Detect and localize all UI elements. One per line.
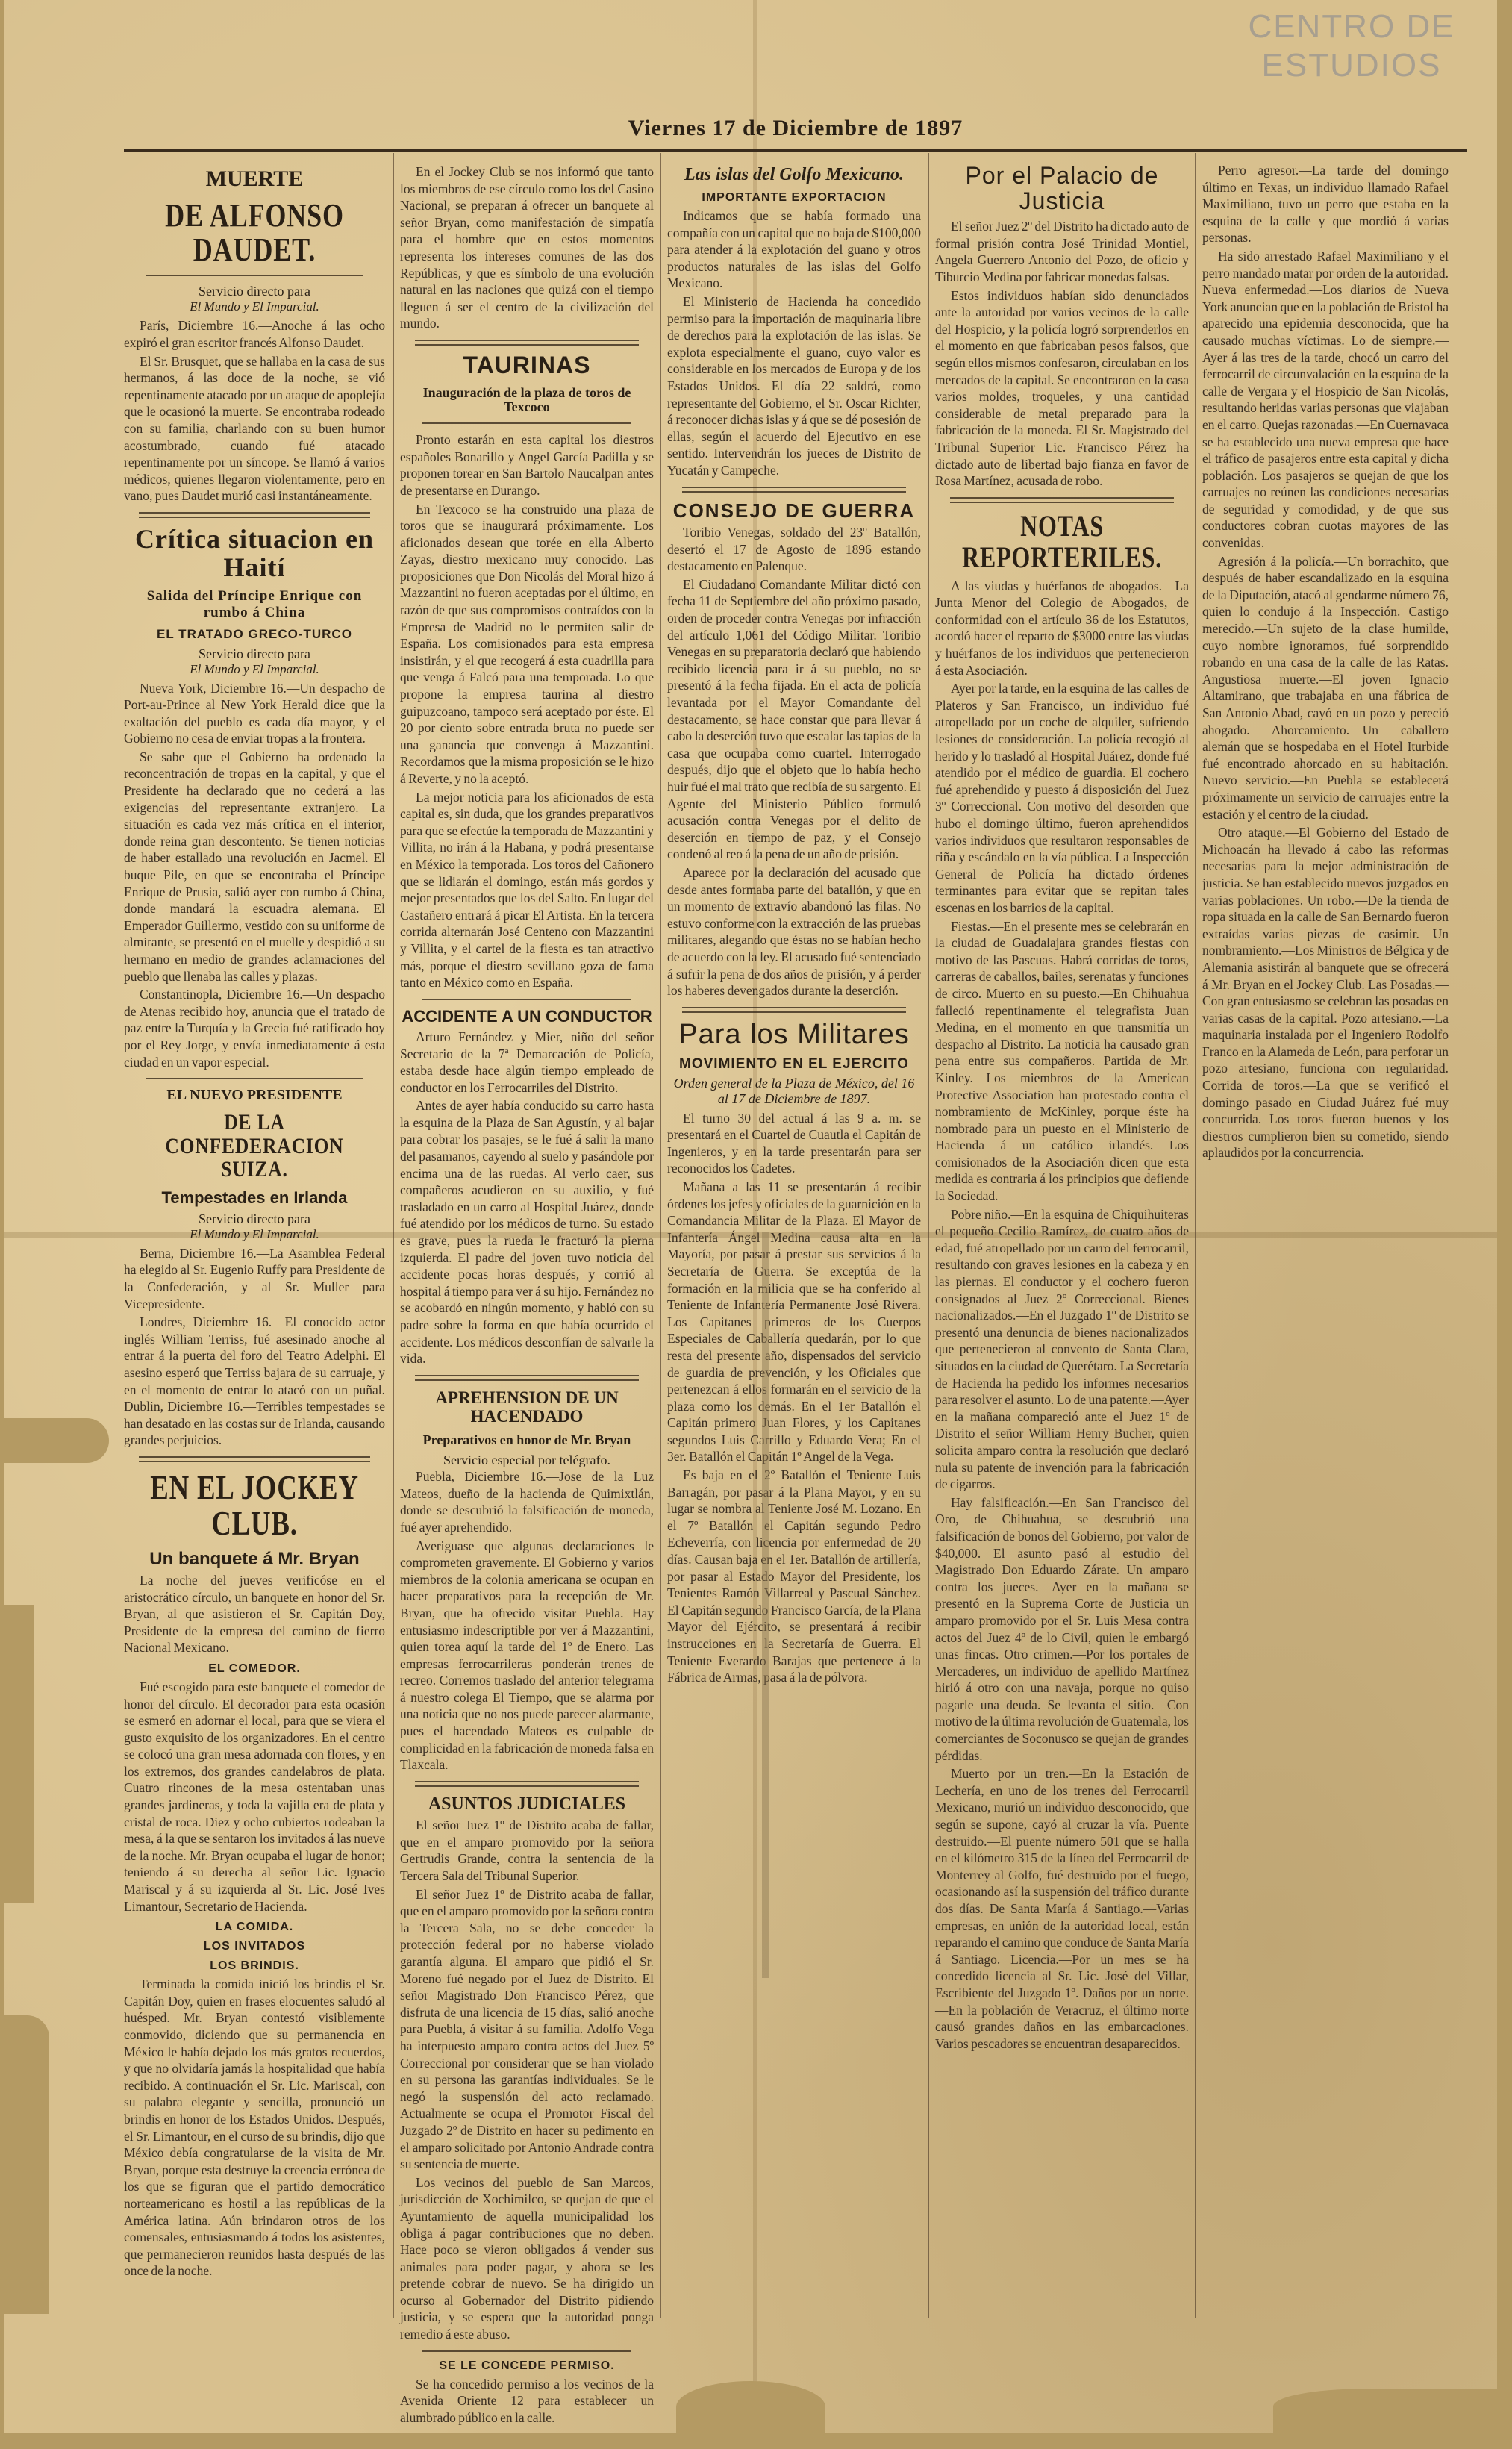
column-4 <box>935 153 1189 2355</box>
section-label: EL COMEDOR. <box>208 1662 301 1675</box>
divider <box>146 1078 363 1079</box>
subheadline: Tempestades en Irlanda <box>161 1188 348 1207</box>
divider <box>146 275 363 276</box>
divider <box>422 2350 631 2352</box>
divider <box>422 422 631 424</box>
subheadline: MOVIMIENTO EN EL EJERCITO <box>679 1055 909 1072</box>
article-body: Nueva York, Diciembre 16.—Un despacho de Port-au-Prince al New York Herald dice que la exaltación del pueblo es cada día mayor, y el Gobierno no cesa de enviar tropas a la frontera. Se sabe que el Gobierno ha ordenado la reconcentración de tropas en la capital, y que el Presidente ha declarado que no cederá a las exigencias del representante extranjero. La situación es cada vez más crítica en el interior, donde reina gran descontento. Se tienen noticias de haber estallado una revolución en Jacmel. El buque Pile, en que se encontraba el Príncipe Enrique de Prusia, salió ayer con rumbo á China, donde mandará la escuadra alemana. El Emperador Guillermo, vestido con su uniforme de almirante, se presentó en el muelle y despidió a su hermano en medio de grandes aclamaciones del pueblo que llenaba las calles y plazas. Constantinopla, Diciembre 16.—Un despacho de Atenas recibido hoy, anuncia que el tratado de paz entre la Turquía y la Grecia fué ratificado hoy por el Rey Jorge, y envía inmediatamente á esta ciudad en un vapor especial. <box>124 680 385 1070</box>
article-body: El señor Juez 1º de Distrito acaba de fallar, que en el amparo promovido por la señora Gertrudis Grande, contra la sentencia de la Tercera Sala del Tribunal Superior. El señor Juez 1º de Distrito acaba de fallar, que en el amparo promovido por la señora contra la Tercera Sala, no se debe conceder la protección federal por no haberse violado garantía alguna. El amparo que pidió el Sr. Moreno fué negado por el Juez de Distrito. El señor Magistrado Don Francisco Pérez, que disfruta de una licencia de 15 días, salió anoche para Puebla, á visitar á su familia. Adolfo Vega ha interpuesto amparo contra actos del Juez 5º Correccional por considerar que se han violado en su persona las garantías individuales. Se le negó la suspensión del acto reclamado. Actualmente se ocupa el Promotor Fiscal del Juzgado 2º de Distrito en hacer su pedimento en el amparo solicitado por Antonio Andrade contra su sentencia de muerte. Los vecinos del pueblo de San Marcos, jurisdicción de Xochimilco, se quejan de que el Ayuntamiento de aquella municipalidad los obliga á pagar contribuciones que no deben. Hace poco se vieron obligados á vender sus animales para poder pagar, y ahora se les pretende cobrar de nuevo. Se ha dirigido un ocurso al Gobernador del Distrito pidiendo justicia, y se espera que la autoridad ponga remedio á este abuso. <box>400 1818 654 2342</box>
source-line: El Mundo y El Imparcial. <box>190 661 319 676</box>
column-3 <box>667 153 921 2355</box>
article-body: Toribio Venegas, soldado del 23º Batallón, desertó el 17 de Agosto de 1896 estando destacamento en Palenque. El Ciudadano Comandante Militar dictó con fecha 11 de Septiembre del año próximo pasado, orden de proceder contra Venegas por infracción del artículo 1,061 del Código Militar. Toribio Venegas en su preparatoria declaró que habiendo recibido licencia para ir á su pueblo, no se presentó á la fecha fijada. En el acta de policía levantada por el Mayor Comandante del destacamento, se hace constar que para llevar á cabo la deserción tuvo que escalar las tapias de la casa que ocupaba como cuartel. Interrogado después, dijo que el objeto que lo había hecho huir fué el mal trato que recibía de su sargento. El Agente del Ministerio Público formuló acusación contra Venegas por el delito de deserción en tiempo de paz, y el Consejo condenó al reo á la pena de un año de prisión. Aparece por la declaración del acusado que desde antes formaba parte del batallón, y que en un momento de extravío abandonó las filas. No estuvo conforme con la extracción de las pruebas militares, alegando que éstas no se habían hecho de acuerdo con la ley. El acusado fué sentenciado á sufrir la pena de dos años de prisión, y á perder los haberes devengados durante la deserción. <box>667 525 921 999</box>
archive-watermark-stamp: CENTRO DE ESTUDIOS <box>1248 8 1455 84</box>
divider <box>139 512 370 518</box>
section-label: LA COMIDA. <box>215 1921 294 1934</box>
service-line: Servicio especial por telégrafo. <box>443 1453 610 1468</box>
article-body: En el Jockey Club se nos informó que tanto los miembros de ese círculo como los del Casino Nacional, se preparan á ofrecer un banquete al señor Bryan, como manifestación de simpatía para el hombre que en estos momentos representa los intereses comunes de las dos Repúblicas, y que es símbolo de una evolución natural en las naciones que quizá con el tiempo lleguen á ser el centro de la civilización del mundo. <box>400 164 654 331</box>
service-line: Servicio directo para <box>199 1211 310 1226</box>
order-line: Orden general de la Plaza de México, del 16 al 17 de Diciembre de 1897. <box>673 1075 915 1106</box>
service-line: Servicio directo para <box>199 284 310 299</box>
headline-notas: NOTAS REPORTERILES. <box>961 508 1162 574</box>
subheadline: Inauguración de la plaza de toros de Texcoco <box>422 384 631 415</box>
dateline: Viernes 17 de Diciembre de 1897 <box>628 116 963 140</box>
divider <box>139 1456 370 1462</box>
divider <box>415 1375 639 1381</box>
article-body: El señor Juez 2º del Distrito ha dictado auto de formal prisión contra José Trinidad Montiel, Angela Guerrero Antonio del Pozo, de oficio y Tiburcio Medina por fabricar monedas falsas. Estos individuos habían sido denunciados ante la autoridad por varios vecinos de la calle del Hospicio, y la policía logró sorprenderlos en el momento en que fabricaban pesos falsos, que según ellos mismos confesaron, circulaban en los mercados de la capital. Se encontraron en la casa varios moldes, troqueles, y una cantidad considerable de metal preparado para la fabricación de la moneda. El Sr. Magistrado del Tribunal Superior Lic. Francisco Pérez ha dictado auto de libertad bajo fianza en favor de Rosa Martínez, acusada de robo. <box>935 219 1189 489</box>
article-body: Perro agresor.—La tarde del domingo último en Texas, un individuo llamado Rafael Maximiliano, tuvo un perro que estaba en la esquina de la calle y que mordió á varias personas. Ha sido arrestado Rafael Maximiliano y el perro mandado matar por orden de la autoridad. Nueva enfermedad.—Los diarios de Nueva York anuncian que en la población de Bristol ha aparecido una epidemia desconocida, que ha causado muchas víctimas. Lo de siempre.—Ayer á las tres de la tarde, chocó un carro del ferrocarril de circunvalación en la esquina de la calle de Vergara y el Hospicio de San Nicolás, resultando heridas varias personas que viajaban en el carro. Quejas razonadas.—En Cuernavaca se ha establecido una nueva empresa que hace el tráfico de pasajeros entre esta capital y dicha población. Los pasajeros se quejan de que los carruajes no reúnen las condiciones necesarias de seguridad y comodidad, y de que sus conductores cobran cuotas mayores de las convenidas. Agresión á la policía.—Un borrachito, que después de haber escandalizado en la esquina de la Diputación, atacó al gendarme número 76, quien lo condujo á la Inspección. Castigo merecido.—Un sujeto de la clase humilde, cuyo nombre ignoramos, fué sorprendido robando en una casa de la calle de las Ratas. Angustiosa muerte.—El joven Ignacio Altamirano, que trabajaba en una fábrica de San Antonio Abad, cayó en un pozo y pereció ahogado. Ahorcamiento.—Un caballero alemán que se hospedaba en el Hotel Iturbide fué encontrado ahorcado en su habitación. Nuevo servicio.—En Puebla se establecerá próximamente un servicio de carruajes entre la estación y el centro de la ciudad. Otro ataque.—El Gobierno del Estado de Michoacán ha llevado á cabo las reformas necesarias para la mejor administración de justicia. Se han establecido nuevos juzgados en varias poblaciones. Un robo.—De la tienda de ropa situada en la calle de San Bernardo fueron extraídas varias piezas de casimir. Un nombramiento.—Los Ministros de Bélgica y de Alemania asistirán al banquete que se ofrecerá á Mr. Bryan en el Jockey Club. Las Posadas.—Con gran entusiasmo se celebran las posadas en varias casas de la capital. Pozo artesiano.—La maquinaria instalada por el Ingeniero Rodolfo Franco en la Alameda de León, para perforar un pozo artesiano, funciona con regularidad. Corrida de toros.—La que se verificó el domingo pasado en Ciudad Juárez fué muy concurrida. Los toros fueron buenos y los diestros cumplieron bien su cometido, siendo aplaudidos por la concurrencia. <box>1202 163 1449 1161</box>
column-1 <box>124 153 385 2355</box>
headline-islas: Las islas del Golfo Mexicano. <box>684 165 904 184</box>
article-body: A las viudas y huérfanos de abogados.—La Junta Menor del Colegio de Abogados, de conformidad con el artículo 36 de los Estatutos, acordó hacer el reparto de $3000 entre las viudas y huérfanos de los individuos que pertenecieron á esta Asociación. Ayer por la tarde, en la esquina de las calles de Plateros y San Francisco, un individuo fué atropellado por un coche de alquiler, sufriendo lesiones de consideración. La policía recogió al herido y lo trasladó al Hospital Juárez, donde fué atendido por el médico de guardia. El cochero fué aprehendido y puesto á disposición del Juez 3º Correccional. Con motivo del desorden que hubo el domingo último, fueron aprehendidos varios individuos que resultaron responsables de riña y escándalo en la vía pública. La Inspección General de Policía ha dictado órdenes terminantes para evitar que se repitan tales escenas en los barrios de la capital. Fiestas.—En el presente mes se celebrarán en la ciudad de Guadalajara grandes fiestas con motivo de las Pascuas. Habrá corridas de toros, carreras de caballos, bailes, serenatas y funciones de circo. Muerto en su puesto.—En Chihuahua falleció repentinamente el telegrafista Juan Medina, en el momento en que transmitía un despacho al Distrito. La noticia ha causado gran pena entre sus compañeros. Partida de Mr. Kinley.—Los miembros de la American Protective Association han protestado contra el nombramiento de McKinley, porque éste ha nombrado para un puesto en el Ministerio de Hacienda á un católico irlandés. Los comisionados de la Asociación dicen que esta medida es contraria á los principios que defiende la Sociedad. Pobre niño.—En la esquina de Chiquihuiteras el pequeño Cecilio Ramírez, de cuatro años de edad, fué atropellado por un carro del ferrocarril, resultando con graves lesiones en la cabeza y en las piernas. El conductor y el cochero fueron consignados al Juez 2º Correccional. Bienes nacionalizados.—En el Juzgado 1º de Distrito se presentó una denuncia de bienes nacionalizados que pertenecieron al convento de Santa Clara, situados en la ciudad de Querétaro. La Secretaría de Hacienda ha pedido los informes necesarios para resolver el asunto. Lo de una patente.—Ayer en la mañana compareció ante el Juez 1º de Distrito el señor William Henry Bucher, quien solicita amparo contra la resolución que declaró nula su patente de invención para la fabricación de cigarros. Hay falsificación.—En San Francisco del Oro, de Chihuahua, se descubrió una falsificación de bonos del Gobierno, por valor de $40,000. El asunto pasó al estudio del Magistrado Don Eduardo Zárate. Un amparo contra los jueces.—Ayer en la mañana se presentó en la Suprema Corte de Justicia un amparo promovido por el Sr. Luis Mesa contra actos del Juez 4º de lo Civil, quien le embargó unas fincas. Otro crimen.—Por los portales de Mercaderes, un individuo de apellido Martínez hirió á otro con una navaja, porque no quiso pagarle una deuda. Se levanta el sitio.—Con motivo de la última revolución de Guatemala, los comerciantes de Soconusco se quejan de grandes pérdidas. Muerto por un tren.—En la Estación de Lechería, en uno de los trenes del Ferrocarril Mexicano, murió un individuo desconocido, que según se supone, cayó al cruzar la vía. Puente destruido.—El puente número 501 que se halla en el kilómetro 315 de la línea del Ferrocarril de Monterrey al Golfo, fué destruido por el fuego, ocasionando así la suspensión del tráfico durante dos días. De Santa María á Santiago.—Varias empresas, en unión de la autoridad local, están reparando el camino que conduce de Santa María á Santiago. Licencia.—Por un mes se ha concedido licencia al Sr. Lic. José del Villar, Escribiente del Juzgado 1º. Daños por un norte.—En la población de Veracruz, el último norte causó grandes daños en las embarcaciones. Varios pescadores se encuentran desaparecidos. <box>935 578 1189 2051</box>
headline-suiza: DE LA CONFEDERACION SUIZA. <box>165 1110 344 1182</box>
headline-jockey: EN EL JOCKEY CLUB. <box>150 1467 359 1543</box>
headline-militares: Para los Militares <box>678 1018 910 1050</box>
divider <box>422 999 631 1000</box>
section-label: LOS INVITADOS <box>203 1940 306 1953</box>
newspaper-page <box>4 0 1497 2433</box>
divider <box>682 487 906 493</box>
paper-tear <box>4 1605 34 1903</box>
source-line: El Mundo y El Imparcial. <box>190 1226 319 1241</box>
article-body: La noche del jueves verificóse en el aristocrático círculo, un banquete en honor del Sr. Bryan, al que asistieron el Sr. Capitán Doy, Presidente de la empresa del camino de fierro Nacional Mexicano. <box>124 1572 385 1656</box>
column-rule <box>928 153 929 2318</box>
headline-accidente: ACCIDENTE A UN CONDUCTOR <box>402 1006 652 1026</box>
subheadline: EL TRATADO GRECO-TURCO <box>157 626 352 641</box>
column-rule <box>1195 153 1196 2318</box>
headline-consejo: CONSEJO DE GUERRA <box>672 499 916 522</box>
headline-permiso: SE LE CONCEDE PERMISO. <box>439 2359 615 2372</box>
divider <box>415 1781 639 1787</box>
paper-tear <box>762 1232 769 1978</box>
headline-judiciales: ASUNTOS JUDICIALES <box>428 1794 626 1814</box>
article-body: Terminada la comida inició los brindis el Sr. Capitán Doy, quien en frases elocuentes saludó al huésped. Mr. Bryan contestó visiblemente conmovido, diciendo que su permanencia en México le había dejado los más gratos recuerdos, y que no olvidaría jamás la hospitalidad que había recibido. A continuación el Sr. Lic. Mariscal, con su palabra elegante y sencilla, pronunció un brindis en honor de los Estados Unidos. Después, el Sr. Limantour, en el curso de su brindis, dijo que México debía congratularse de la visita de Mr. Bryan, porque esta destruye la creencia errónea de los que se figuran que el partido democrático norteamericano es hostil a las repúblicas de la América latina. Aún brindaron otros de los comensales, entusiasmando á todos los asistentes, que permanecieron reunidos hasta después de las once de la noche. <box>124 1977 385 2279</box>
article-body: Puebla, Diciembre 16.—Jose de la Luz Mateos, dueño de la hacienda de Quimixtlán, donde se descubrió la falsificación de moneda, fué ayer aprehendido. Averiguase que algunas declaraciones le comprometen gravemente. El Gobierno y varios miembros de la colonia americana se ocupan en hacer preparativos para la recepción de Mr. Bryan, que ha ofrecido visitar Puebla. Hay entusiasmo indescriptible por ver á Mazzantini, quien torea aquí la tarde del 1º de Enero. Las empresas ferrocarrileras ponderán trenes de recreo. Corremos traslado del anterior telegrama á nuestro colega El Tiempo, que se alarma por una noticia que no nos puede parecer alarmante, pues el hacendado Mateos es culpable de complicidad en la fabricación de moneda falsa en Tlaxcala. <box>400 1469 654 1773</box>
headline-kicker: MUERTE <box>205 166 304 191</box>
headline-palacio: Por el Palacio de Justicia <box>965 162 1159 214</box>
paper-tear <box>4 1418 109 1463</box>
source-line: El Mundo y El Imparcial. <box>190 299 319 314</box>
headline-taurinas: TAURINAS <box>463 351 591 378</box>
divider <box>415 340 639 346</box>
article-body: Berna, Diciembre 16.—La Asamblea Federal ha elegido al Sr. Eugenio Ruffy para Presidente de la Confederación, y al Sr. Muller para Vicepresidente. Londres, Diciembre 16.—El conocido actor inglés William Terriss, fué asesinado anoche al entrar á la puerta del foro del Teatro Adelphi. El asesino esperó que Terriss bajara de su carruaje, y en el momento de entrar lo atacó con un puñal. Dublin, Diciembre 16.—Terribles tempestades se han desatado en las costas sur de Irlanda, causando grandes perjuicios. <box>124 1245 385 1448</box>
paper-tear <box>676 2381 825 2433</box>
paper-tear <box>1273 2389 1512 2433</box>
divider <box>950 497 1174 503</box>
article-body: Pronto estarán en esta capital los diestros españoles Bonarillo y Angel García Padilla y se proponen torear en San Bartolo Naucalpan antes de presentarse en Durango. En Texcoco se ha construido una plaza de toros que se inaugurará próximamente. Los aficionados desean que torée en ella Alberto Zayas, diestro mexicano muy conocido. Las proposiciones que Don Nicolás del Moral hizo á Mazzantini no fueron aceptadas por el último, en razón de que sus compromisos contraídos con la Empresa de Madrid no le permiten salir de España. Los comisionados para esta empresa insistirán, y el que recogerá á esta cuadrilla para que venga á Falcó para una temporada. Lo que propone la empresa taurina al diestro guipuzcoano, tampoco será aceptado por éste. El 20 por ciento sobre entrada bruta no puede ser una ganancia que convenga á Mazzantini. Recordamos que la misma proposición se le hizo á Reverte, y no la aceptó. La mejor noticia para los aficionados de esta capital es, sin duda, que los grandes preparativos para que se efectúe la temporada de Mazzantini y Villita, no irán á la Habana, y podrá presentarse en México la temporada. Los toros del Cañonero que se lidiarán el domingo, están más gordos y mejor presentados que los del Salto. En lugar del Castañero entrará á picar El Artista. En la tercera corrida alternarán José Centeno con Mazzantini y Villita, y el cartel de la fiesta es tan atractivo más, porque el diestro sevillano goza de fama tanto en México como en España. <box>400 432 654 990</box>
divider <box>682 1007 906 1013</box>
article-body: Fué escogido para este banquete el comedor de honor del círculo. El decorador para esta ocasión se esmeró en adornar el local, para que se viera el gusto exquisito de los organizadores. En el centro se colocó una gran mesa adornada con flores, y en los extremos, dos grandes candelabros de plata. Cuatro rincones de la mesa ostentaban unas grandes jardineras, y toda la vajilla era de plata y cristal de roca. Diez y ocho cubiertos rodeaban la mesa, á la que se sentaron los invitados á las nueve de la noche. Mr. Bryan ocupaba el lugar de honor; teniendo á su derecha al señor Lic. Ignacio Mariscal y á su izquierda al Sr. Lic. José Ives Limantour, Secretario de Hacienda. <box>124 1679 385 1914</box>
article-body: Indicamos que se había formado una compañía con un capital que no baja de $100,000 para atender á la explotación del guano y otros productos naturales de las islas del Golfo Mexicano. El Ministerio de Hacienda ha concedido permiso para la importación de maquinaria libre de derechos para la explotación de las islas. Se explota especialmente el guano, cuyo valor es considerable en los mercados de Europa y de los Estados Unidos. El día 22 saldrá, como representante del Gobierno, el Sr. Oscar Richter, á reconocer dichas islas y á que se dé posesión de ellas, según el acuerdo del Ejecutivo en ese sentido. Intervendrán los jueces de Distrito de Yucatán y Campeche. <box>667 208 921 478</box>
headline-daudet: DE ALFONSO DAUDET. <box>165 197 344 269</box>
headline-kicker: EL NUEVO PRESIDENTE <box>166 1087 343 1104</box>
article-body: Arturo Fernández y Mier, niño del señor Secretario de la 7ª Demarcación de Policía, estaba desde hace algún tiempo empleado de conductor en los Ferrocarriles del Distrito. Antes de ayer había conducido su carro hasta la esquina de la Plaza de San Agustín, y al bajar para cobrar los pasajes, se le fué á salir la mano del pasamanos, cayendo al suelo y pasándole por encima una de las ruedas. Al verlo caer, sus compañeros acudieron en su auxilio, y fué trasladado en un carro al Hospital Juárez, donde fué atendido por los médicos de turno. Su estado es grave, pues la rueda le fracturó la pierna izquierda. El padre del joven tuvo noticia del accidente pocas horas después, y corrió al hospital á tiempo para ver á su hijo. Fernández no se acobardó en ningún momento, y habló con su padre sobre la forma en que había ocurrido el accidente. Los médicos desconfían de salvarle la vida. <box>400 1029 654 1367</box>
column-5 <box>1202 153 1449 2355</box>
article-body: El turno 30 del actual á las 9 a. m. se presentará en el Cuartel de Cuautla el Capitán de Ingenieros, y en la tarde presentarán para ser reconocidos los Cadetes. Mañana a las 11 se presentarán á recibir órdenes los jefes y oficiales de la guarnición en la Comandancia Militar de la Plaza. El Mayor de Infantería Ángel Medina causa alta en la Mayoría, por pasar á prestar sus servicios á la Secretaría de Guerra. Se exceptúa de la formación en la milicia que se ha conferido al Teniente de Infantería Permanente José Rivera. Los Capitanes primeros de los Cuerpos Especiales de Caballería quedarán, por lo que resta del presente año, dispensados del servicio de guardia de prevención, y los Oficiales que pertenezcan á ellos formarán en el servicio de la plaza como los demás. En el 1er Batallón el Capitán primero Juan Flores, y los Capitanes segundos Luis Carrillo y Eduardo Vera; En el 3er. Batallón el Capitán 1º Angel de la Vega. Es baja en el 2º Batallón el Teniente Luis Barragán, por pasar á la Plana Mayor, y en su lugar se nombra al Teniente José M. Lozano. En el 7º Batallón el Capitán segundo Pedro Echeverría, con licencia por enfermedad de 20 días. Causan baja en el 1er. Batallón de artillería, por pasar al Estado Mayor del Presidente, los Tenientes Ramón Villarreal y Pascual Sánchez. El Capitán segundo Francisco García, de la Plana Mayor del Ejército, se presentará á recibir instrucciones en la Secretaría de Guerra. El Teniente Everardo Barajas que pertenece á la Fábrica de Armas, pasa á la de pólvora. <box>667 1110 921 1685</box>
article-body: Se ha concedido permiso a los vecinos de la Avenida Oriente 12 para establecer un alumbrado público en la calle. <box>400 2376 654 2425</box>
subheadline: Un banquete á Mr. Bryan <box>149 1548 360 1569</box>
article-body: París, Diciembre 16.—Anoche á las ocho expiró el gran escritor francés Alfonso Daudet. El Sr. Brusquet, que se hallaba en la casa de sus hermanos, á las doce de la noche, se vió repentinamente atacado por un ataque de apoplejía que le ocasionó la muerte. Se encontraba rodeado con su familia, charlando con su buen humor acostumbrado, cuando fué atacado repentinamente por un síncope. Se llamó á varios médicos, quienes llegaron violentamente, pero en vano, pues Daudet murió casi instantáneamente. <box>124 318 385 504</box>
subheadline: Salida del Príncipe Enrique con rumbo á China <box>146 587 363 620</box>
service-line: Servicio directo para <box>199 646 310 661</box>
masthead-rule <box>124 149 1467 152</box>
subheadline: Preparativos en honor de Mr. Bryan <box>422 1432 631 1448</box>
column-rule <box>660 153 661 2318</box>
section-label: LOS BRINDIS. <box>210 1959 299 1973</box>
headline-haiti: Crítica situacion en Haití <box>135 523 374 582</box>
paper-tear <box>4 2015 49 2314</box>
column-rule <box>393 153 394 2318</box>
column-2 <box>400 153 654 2425</box>
headline-hacendado: APREHENSION DE UN HACENDADO <box>435 1388 619 1426</box>
subheadline: IMPORTANTE EXPORTACION <box>702 191 887 204</box>
